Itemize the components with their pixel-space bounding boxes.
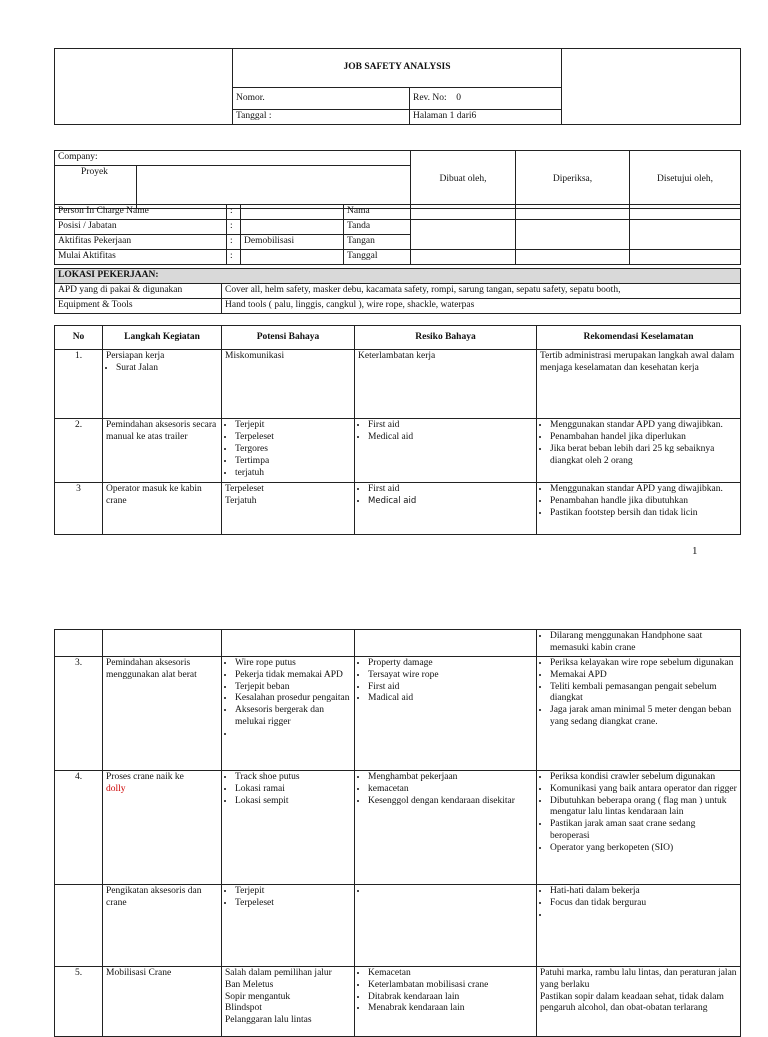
document-title: JOB SAFETY ANALYSIS <box>233 49 562 88</box>
rekomendasi-cell <box>537 770 741 884</box>
list-item: • Dibutuhkan beberapa orang ( flag man ) untuk mengatur lalu lintas kendaraan lain <box>550 796 737 820</box>
langkah-text: Persiapan kerja <box>106 351 165 361</box>
list-item: • Ditabrak kendaraan lain <box>368 992 533 1004</box>
colon: : <box>227 234 241 249</box>
colon: : <box>227 205 241 220</box>
mulai-label: Mulai Aktifitas <box>55 249 227 264</box>
list-item: • Hati-hati dalam bekerja <box>550 886 737 898</box>
rekomendasi-cell <box>537 884 741 966</box>
rekomendasi-cell <box>537 483 741 535</box>
halaman-value: Halaman 1 dari6 <box>410 110 562 125</box>
header-right-cell <box>562 49 741 125</box>
langkah-cell: Operator masuk ke kabin crane <box>103 483 222 535</box>
langkah-cell <box>103 770 222 884</box>
list-item <box>550 910 737 922</box>
potensi-line: Terpeleset <box>225 484 264 494</box>
tangan-label: Tangan <box>344 234 411 249</box>
posisi-value <box>241 219 344 234</box>
list-item: • Menggunakan standar APD yang diwajibkan. <box>550 484 737 496</box>
table-row <box>55 770 741 884</box>
sign-cell <box>516 249 630 264</box>
nomor-label: Nomor. <box>233 88 410 110</box>
list-item: • Penambahan handel jika diperlukan <box>550 432 737 444</box>
table-row <box>55 419 741 483</box>
col-no: No <box>55 326 103 350</box>
resiko-cell: Keterlambatan kerja <box>355 350 537 419</box>
list-item: • Operator yang berkopeten (SIO) <box>550 843 737 855</box>
list-item: • Kesenggol dengan kendaraan disekitar <box>368 796 533 808</box>
list-item: • Penambahan handle jika dibutuhkan <box>550 496 737 508</box>
list-item: • Lokasi sempit <box>235 796 351 808</box>
list-item: • Menabrak kendaraan lain <box>368 1003 533 1015</box>
list-item: • Surat Jalan <box>116 363 218 375</box>
dibuat-oleh: Dibuat oleh, <box>411 151 516 209</box>
langkah-cell: Pengikatan aksesoris dan crane <box>103 884 222 966</box>
potensi-line: Blindspot <box>225 1003 262 1014</box>
posisi-label: Posisi / Jabatan <box>55 219 227 234</box>
equipment-value: Hand tools ( palu, linggis, cangkul ), wire rope, shackle, waterpas <box>222 298 741 313</box>
potensi-cell <box>222 419 355 483</box>
potensi-cell <box>222 483 355 535</box>
potensi-cell <box>222 966 355 1036</box>
resiko-cell <box>355 966 537 1036</box>
rekomendasi-line: Patuhi marka, rambu lalu lintas, dan peraturan jalan yang berlaku <box>540 967 737 990</box>
list-item: • First aid <box>368 420 533 432</box>
list-item: • Tergores <box>235 444 351 456</box>
tanggal-label: Tanggal : <box>233 110 410 125</box>
list-item: • Keterlambatan mobilisasi crane <box>368 980 533 992</box>
resiko-cell <box>355 419 537 483</box>
colon: : <box>227 249 241 264</box>
proyek-label: Proyek <box>55 165 137 208</box>
list-item: • Memakai APD <box>550 670 737 682</box>
list-item: • First aid <box>368 484 533 496</box>
col-langkah: Langkah Kegiatan <box>103 326 222 350</box>
sign-cell <box>630 205 741 220</box>
list-item: • kemacetan <box>368 784 533 796</box>
list-item: • First aid <box>368 682 533 694</box>
table-row <box>55 483 741 535</box>
rev-cell: Rev. No: 0 <box>410 88 562 110</box>
row-no: 2. <box>55 419 103 483</box>
list-item: • Tersayat wire rope <box>368 670 533 682</box>
table-row <box>55 630 741 657</box>
list-item: • Kemacetan <box>368 968 533 980</box>
resiko-cell <box>355 884 537 966</box>
potensi-line: Ban Meletus <box>225 979 274 990</box>
langkah-cell <box>103 350 222 419</box>
col-rekomendasi: Rekomendasi Keselamatan <box>537 326 741 350</box>
aktifitas-label: Aktifitas Pekerjaan <box>55 234 227 249</box>
potensi-line: Terjatuh <box>225 495 257 506</box>
resiko-cell <box>355 770 537 884</box>
tanda-label: Tanda <box>344 219 411 234</box>
table-row <box>55 884 741 966</box>
company-table <box>54 150 741 209</box>
langkah-cell: Mobilisasi Crane <box>103 966 222 1036</box>
colon: : <box>227 219 241 234</box>
diperiksa: Diperiksa, <box>516 151 630 209</box>
list-item: • Medical aid <box>368 432 533 444</box>
list-item <box>368 886 533 898</box>
row-no: 4. <box>55 770 103 884</box>
pic-label: Person In Charge Name <box>55 205 227 220</box>
list-item: • Medical aid <box>368 496 533 507</box>
potensi-line: Sopir mengantuk <box>225 991 291 1002</box>
langkah-cell: Pemindahan aksesoris secara manual ke atas trailer <box>103 419 222 483</box>
list-item: • Menghambat pekerjaan <box>368 772 533 784</box>
list-item: • Focus dan tidak bergurau <box>550 898 737 910</box>
jsa-table-page2 <box>54 629 741 1037</box>
potensi-cell <box>222 630 355 657</box>
potensi-line: Salah dalam pemilihan jalur <box>225 967 332 978</box>
sign-cell <box>411 205 516 220</box>
list-item: • Terjepit <box>235 886 351 898</box>
sign-cell <box>411 219 516 249</box>
col-potensi: Potensi Bahaya <box>222 326 355 350</box>
list-item: • Terpeleset <box>235 898 351 910</box>
page-number: 1 <box>692 545 698 557</box>
potensi-cell <box>222 770 355 884</box>
mulai-value <box>241 249 344 264</box>
list-item: • Komunikasi yang baik antara operator dan rigger <box>550 784 737 796</box>
list-item: • Jika berat beban lebih dari 25 kg sebaiknya diangkat oleh 2 orang <box>550 444 737 468</box>
sign-cell <box>630 249 741 264</box>
potensi-cell <box>222 656 355 770</box>
list-item: • Jaga jarak aman minimal 5 meter dengan beban yang sedang diangkat crane. <box>550 705 737 729</box>
table-row <box>55 966 741 1036</box>
pic-value <box>241 205 344 220</box>
list-item: • Pastikan footstep bersih dan tidak licin <box>550 508 737 520</box>
row-no: 3 <box>55 483 103 535</box>
list-item: • Madical aid <box>368 693 533 705</box>
nama-label: Nama <box>344 205 411 220</box>
list-item <box>235 729 351 741</box>
list-item: • terjatuh <box>235 468 351 480</box>
resiko-cell <box>355 656 537 770</box>
rekomendasi-cell <box>537 656 741 770</box>
list-item: • Wire rope putus <box>235 658 351 670</box>
list-item: • Track shoe putus <box>235 772 351 784</box>
jsa-table <box>54 325 741 535</box>
lokasi-heading: LOKASI PEKERJAAN: <box>55 269 741 284</box>
list-item: • Terpeleset <box>235 432 351 444</box>
potensi-line: Pelanggaran lalu lintas <box>225 1015 312 1026</box>
sign-cell <box>630 219 741 249</box>
list-item: • Periksa kelayakan wire rope sebelum digunakan <box>550 658 737 670</box>
list-item: • Property damage <box>368 658 533 670</box>
aktifitas-value: Demobilisasi <box>241 234 344 249</box>
rekomendasi-line: Pastikan sopir dalam keadaan sehat, tidak dalam pengaruh alcohol, dan obat-obatan terlarang <box>540 991 724 1014</box>
list-item: • Terjepit <box>235 420 351 432</box>
apd-label: APD yang di pakai & digunakan <box>55 283 222 298</box>
list-item: • Pastikan jarak aman saat crane sedang beroperasi <box>550 819 737 843</box>
proyek-value <box>137 165 411 208</box>
rev-value: 0 <box>456 92 461 103</box>
resiko-cell <box>355 630 537 657</box>
langkah-cell: Pemindahan aksesoris menggunakan alat berat <box>103 656 222 770</box>
row-no: 5. <box>55 966 103 1036</box>
langkah-cell <box>103 630 222 657</box>
list-item: • Pekerja tidak memakai APD <box>235 670 351 682</box>
langkah-text: Proses crane naik ke <box>106 771 184 782</box>
table-row <box>55 656 741 770</box>
potensi-cell <box>222 884 355 966</box>
sign-cell <box>516 205 630 220</box>
logo-cell <box>55 49 233 125</box>
equipment-label: Equipment & Tools <box>55 298 222 313</box>
list-item: • Aksesoris bergerak dan melukai rigger <box>235 705 351 729</box>
rekomendasi-cell: Tertib administrasi merupakan langkah awal dalam menjaga keselamatan dan kesehatan kerja <box>537 350 741 419</box>
sign-cell <box>516 219 630 249</box>
person-table <box>54 204 741 265</box>
rekomendasi-cell <box>537 419 741 483</box>
list-item: • Lokasi ramai <box>235 784 351 796</box>
header-table <box>54 48 741 125</box>
list-item: • Terjepit beban <box>235 682 351 694</box>
company-label: Company: <box>55 151 411 166</box>
rekomendasi-cell <box>537 966 741 1036</box>
row-no <box>55 884 103 966</box>
list-item: • Dilarang menggunakan Handphone saat memasuki kabin crane <box>550 631 737 655</box>
lokasi-table <box>54 268 741 314</box>
langkah-highlight: dolly <box>106 783 126 794</box>
list-item: • Periksa kondisi crawler sebelum digunakan <box>550 772 737 784</box>
row-no: 1. <box>55 350 103 419</box>
list-item: • Menggunakan standar APD yang diwajibkan. <box>550 420 737 432</box>
list-item: • Teliti kembali pemasangan pengait sebelum diangkat <box>550 682 737 706</box>
apd-value: Cover all, helm safety, masker debu, kacamata safety, rompi, sarung tangan, sepatu safety, sepatu booth, <box>222 283 741 298</box>
rekomendasi-cell <box>537 630 741 657</box>
potensi-cell: Miskomunikasi <box>222 350 355 419</box>
list-item: • Kesalahan prosedur pengaitan <box>235 693 351 705</box>
tanggal-sign-label: Tanggal <box>344 249 411 264</box>
sign-cell <box>411 249 516 264</box>
table-row <box>55 350 741 419</box>
row-no: 3. <box>55 656 103 770</box>
row-no <box>55 630 103 657</box>
col-resiko: Resiko Bahaya <box>355 326 537 350</box>
list-item: • Tertimpa <box>235 456 351 468</box>
resiko-cell <box>355 483 537 535</box>
disetujui-oleh: Disetujui oleh, <box>630 151 741 209</box>
